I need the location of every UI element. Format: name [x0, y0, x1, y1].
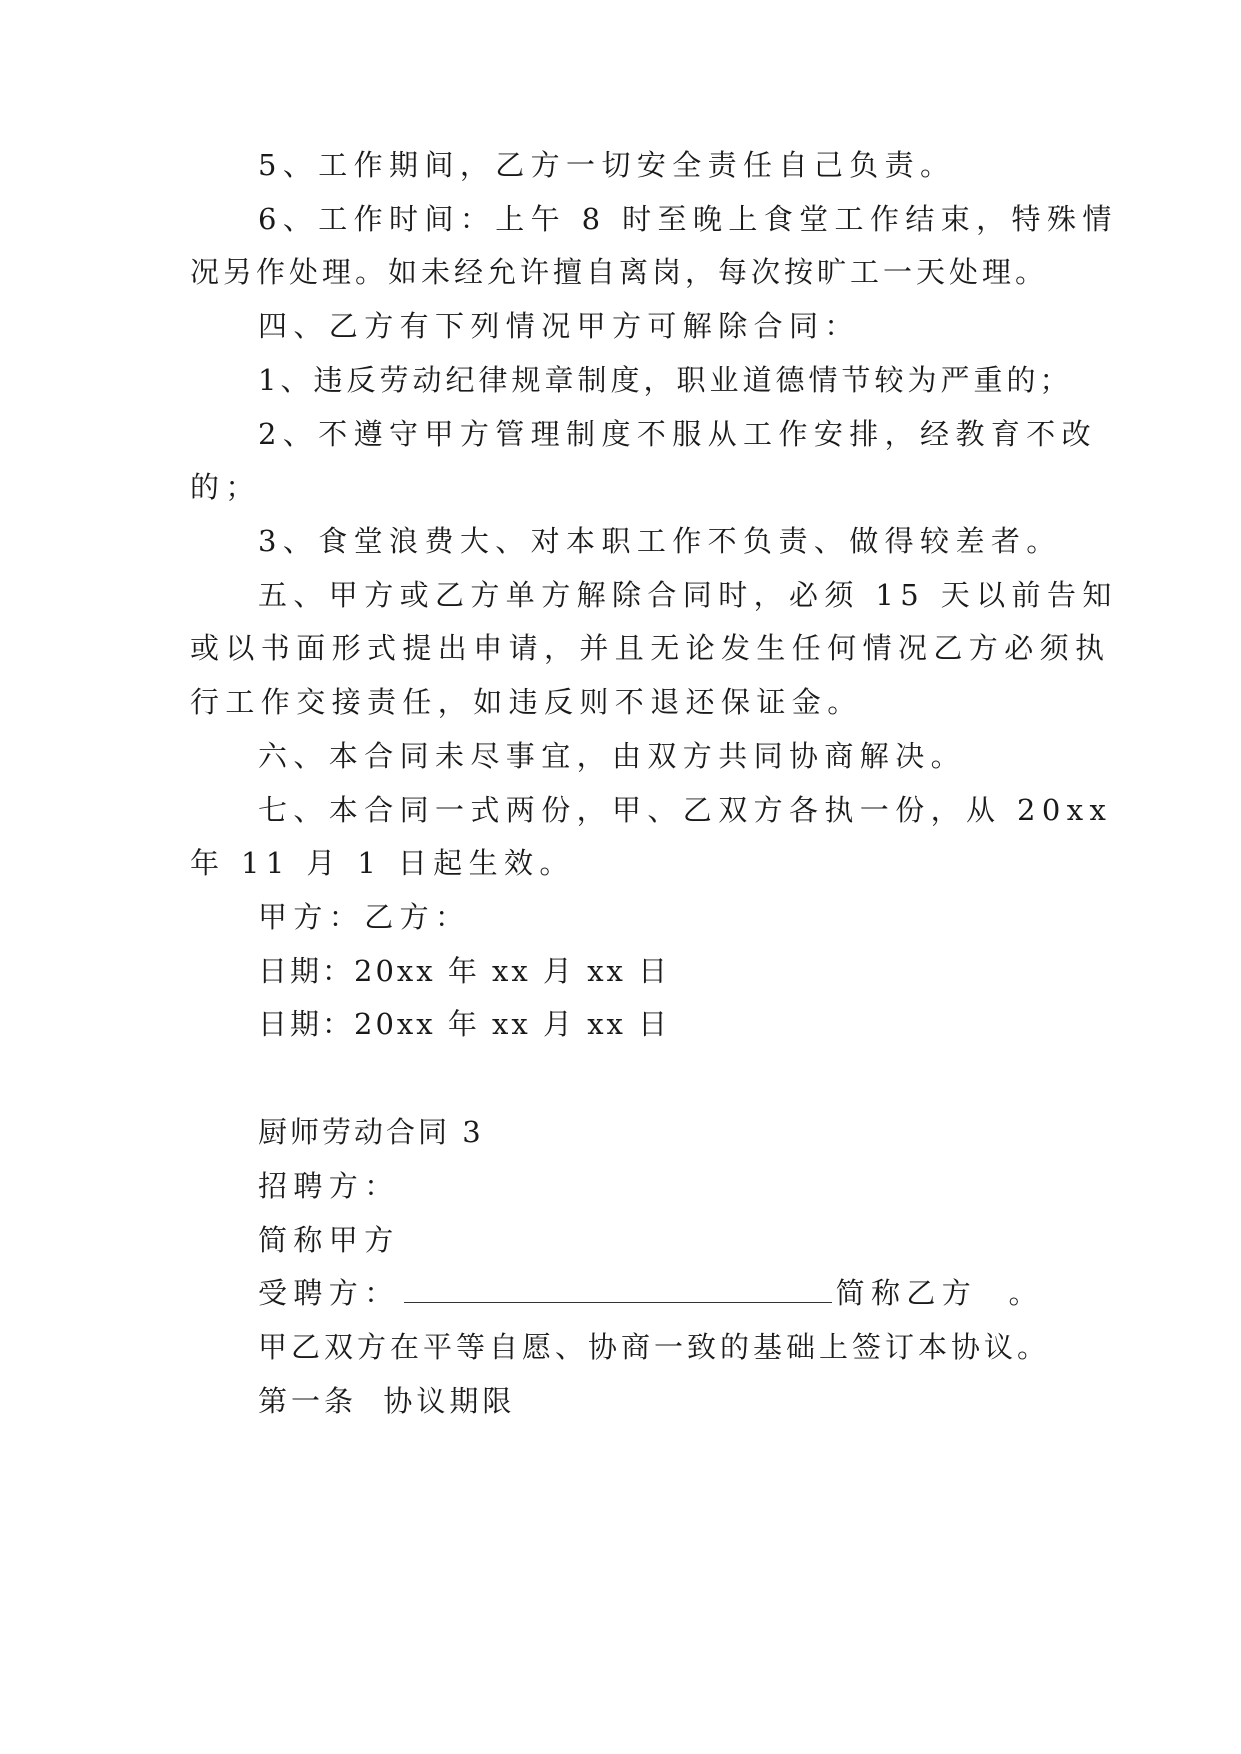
clause-copies-line2: 年 11 月 1 日起生效。 — [190, 846, 575, 880]
termination-item-2-line2: 的； — [190, 470, 261, 504]
employer-short-line: 简称甲方 — [258, 1223, 400, 1257]
clause-unresolved: 六、本合同未尽事宜，由双方共同协商解决。 — [258, 739, 967, 773]
clause-unilateral-line2: 或以书面形式提出申请，并且无论发生任何情况乙方必须执 — [190, 631, 1111, 665]
signature-parties: 甲方：乙方： — [258, 900, 471, 934]
clause-work-hours-line2: 况另作处理。如未经允许擅自离岗，每次按旷工一天处理。 — [190, 255, 1049, 289]
agreement-statement: 甲乙双方在平等自愿、协商一致的基础上签订本协议。 — [258, 1330, 1051, 1364]
employee-short: 简称乙方 — [835, 1276, 978, 1310]
signature-date-b: 日期：20xx 年 xx 月 xx 日 — [258, 1007, 671, 1041]
clause-unilateral-line3: 行工作交接责任，如违反则不退还保证金。 — [190, 685, 863, 719]
clause-work-hours-line1: 6、工作时间：上午 8 时至晚上食堂工作结束，特殊情 — [258, 202, 1118, 236]
employer-line: 招聘方： — [258, 1169, 400, 1203]
clause-unilateral-line1: 五、甲方或乙方单方解除合同时，必须 15 天以前告知 — [258, 578, 1118, 612]
section-termination-heading: 四、乙方有下列情况甲方可解除合同： — [258, 309, 860, 343]
clause-safety: 5、工作期间，乙方一切安全责任自己负责。 — [258, 148, 956, 182]
signature-date-a: 日期：20xx 年 xx 月 xx 日 — [258, 954, 671, 988]
termination-item-1: 1、违反劳动纪律规章制度，职业道德情节较为严重的； — [258, 363, 1073, 397]
termination-item-3: 3、食堂浪费大、对本职工作不负责、做得较差者。 — [258, 524, 1062, 558]
termination-item-2-line1: 2、不遵守甲方管理制度不服从工作安排，经教育不改 — [258, 417, 1098, 451]
employee-line-end: 。 — [1008, 1276, 1044, 1310]
employee-line — [258, 1273, 1044, 1313]
clause-copies-line1: 七、本合同一式两份，甲、乙双方各执一份，从 20xx — [258, 793, 1113, 827]
section-title: 厨师劳动合同 3 — [258, 1115, 484, 1149]
employee-name-blank — [404, 1278, 832, 1303]
article-1-heading: 第一条 协议期限 — [258, 1384, 516, 1418]
employee-label: 受聘方： — [258, 1276, 400, 1310]
